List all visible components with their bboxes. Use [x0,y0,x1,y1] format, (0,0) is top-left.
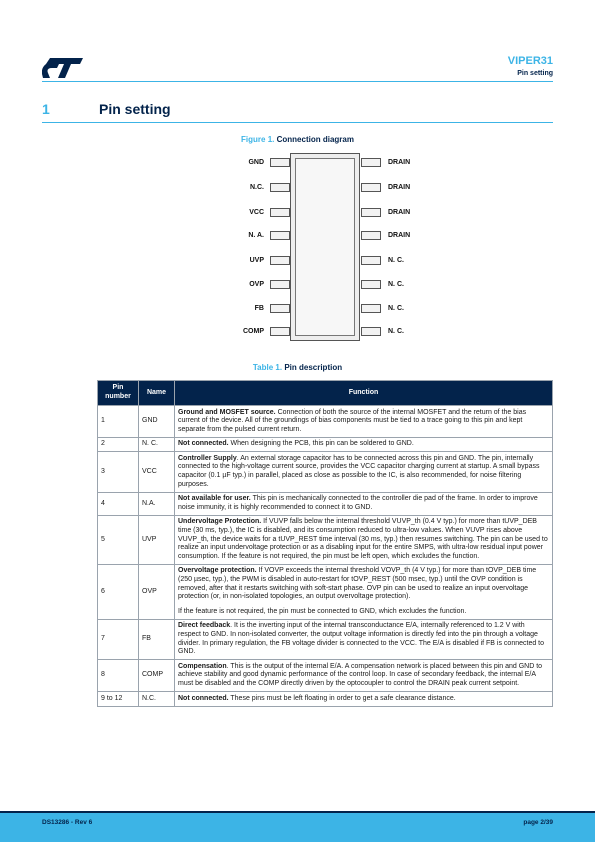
pin-label-right: DRAIN [388,158,411,166]
cell-function [175,515,553,564]
function-lead: Controller Supply [178,454,237,462]
cell-function [175,564,553,619]
pin-label-left: VCC [249,208,264,216]
table-row [98,564,553,619]
table-row [98,452,553,492]
figure-caption [0,135,595,144]
cell-pin-name: FB [139,619,175,659]
cell-pin-number: 7 [98,619,139,659]
table-title: Pin description [284,363,343,372]
pin-label-left: OVP [249,280,264,288]
cell-function [175,437,553,452]
figure-label: Figure 1. [241,135,275,144]
function-paragraph [178,622,549,656]
function-text: When designing the PCB, this pin can be soldered to GND. [228,440,414,448]
cell-pin-number: 1 [98,406,139,438]
function-lead: Not connected. [178,694,229,702]
pin-label-right: DRAIN [388,208,411,216]
pin-description-table [97,380,553,707]
function-text: This pin is mechanically connected to the controller die pad of the frame. In order to improve noise immunity, it is highly recommended to connect it to GND. [178,495,538,511]
document-title: VIPER31 [507,55,553,67]
function-text: These pins must be left floating in order to get a safe clearance distance. [228,694,456,702]
cell-function [175,406,553,438]
pin-1-lead [270,158,290,167]
cell-pin-name: COMP [139,660,175,692]
function-lead: Not connected. [178,440,229,448]
pin-label-left: N.C. [250,183,264,191]
function-lead: Undervoltage Protection. [178,518,262,526]
cell-pin-number: 5 [98,515,139,564]
pin-7-lead [270,304,290,313]
footer-band [0,813,595,842]
table-header-row [98,381,553,406]
pin-label-right: N. C. [388,280,404,288]
function-lead: Not available for user. [178,495,251,503]
pin-9-lead [361,327,381,336]
header-function: Function [175,381,553,406]
pin-label-left: UVP [249,256,264,264]
cell-pin-number: 4 [98,492,139,515]
cell-pin-name: OVP [139,564,175,619]
pin-3-lead [270,208,290,217]
function-text: If the feature is not required, the pin must be connected to GND, which excludes the function. [178,607,467,615]
function-paragraph [178,455,549,489]
cell-pin-number: 8 [98,660,139,692]
st-logo [42,57,84,79]
cell-function [175,492,553,515]
pin-16-lead [361,158,381,167]
cell-function [175,619,553,659]
figure-title: Connection diagram [276,135,354,144]
cell-pin-number: 3 [98,452,139,492]
pin-label-right: N. C. [388,304,404,312]
table-row [98,619,553,659]
table-row [98,492,553,515]
pin-12-lead [361,256,381,265]
cell-pin-name: N.C. [139,692,175,707]
cell-pin-name: N. C. [139,437,175,452]
table-caption [0,363,595,372]
header-pin-number: Pin number [98,381,139,406]
function-paragraph [178,495,549,512]
pin-label-right: DRAIN [388,231,411,239]
section-title: Pin setting [99,101,171,117]
function-text: If VUVP falls below the internal threshold VUVP_th (0.4 V typ.) for more than tUVP_DEB time (30 ms, typ.), the IC is disabled, and its consumption reduced to ultra-low values. When VUVP rises above VUVP_th, the device waits for a tUVP_REST time interval (30 ms, typ.) then resumes switching. The pin can be used to realize an input undervoltage protection or as a disabling input for the entire SMPS, with ultra-low residual input power consumption. If the feature is not required, the pin must be left open, which excludes the function. [178,518,548,560]
pin-label-left: GND [248,158,264,166]
cell-function [175,660,553,692]
cell-pin-name: N.A. [139,492,175,515]
function-lead: Ground and MOSFET source. [178,408,276,416]
ic-package [290,153,360,341]
footer-doc-id: DS13286 - Rev 6 [42,819,93,826]
function-lead: Compensation [178,662,227,670]
function-paragraph [178,663,549,689]
cell-pin-number: 9 to 12 [98,692,139,707]
cell-pin-number: 2 [98,437,139,452]
pin-4-lead [270,231,290,240]
pin-label-right: N. C. [388,327,404,335]
pin-15-lead [361,183,381,192]
function-paragraph [178,608,549,617]
function-lead: Overvoltage protection. [178,567,257,575]
pin-label-left: COMP [243,327,264,335]
function-paragraph [178,440,549,449]
pin-label-left: N. A. [248,231,264,239]
cell-pin-name: GND [139,406,175,438]
connection-diagram [230,150,420,345]
table-row [98,692,553,707]
function-text: . This is the output of the internal E/A. A compensation network is placed between this pin and GND to achieve stability and good dynamic performance of the control loop. In case of secondary feedback, the internal E/A must be disabled and the COMP directly driven by the optocoupler to control the DRAIN peak current setpoint. [178,662,543,687]
table-label: Table 1. [252,363,283,372]
pin-label-left: FB [254,304,264,312]
pin-11-lead [361,280,381,289]
pin-label-right: N. C. [388,256,404,264]
pin-6-lead [270,280,290,289]
table-row [98,660,553,692]
function-paragraph [178,518,549,561]
cell-function [175,452,553,492]
header-name: Name [139,381,175,406]
table-row [98,406,553,438]
cell-pin-number: 6 [98,564,139,619]
pin-2-lead [270,183,290,192]
function-paragraph [178,567,549,601]
function-paragraph [178,695,549,704]
cell-pin-name: VCC [139,452,175,492]
pin-10-lead [361,304,381,313]
footer-page-number: page 2/39 [523,819,553,826]
function-text: Connection of both the source of the internal MOSFET and the return of the bias current of the device. All of the groundings of bias components must be tied to a trace going to this pin and kept separate from the pulsed current return. [178,408,527,433]
cell-function [175,692,553,707]
pin-8-lead [270,327,290,336]
function-paragraph [178,409,549,435]
function-text: . An external storage capacitor has to be connected across this pin and GND. The pin, internally connected to the high-voltage current source, provides the VCC capacitor charging current at startup. A small bypass capacitor (0.1 µF typ.) in parallel, placed as close as possible to the IC, is also recommended, for noise filtering purposes. [178,454,540,488]
header-divider [42,81,553,82]
function-lead: Direct feedback [178,622,231,630]
section-number: 1 [42,101,50,117]
pin-13-lead [361,231,381,240]
pin-label-right: DRAIN [388,183,411,191]
table-row [98,437,553,452]
table-row [98,515,553,564]
header-section-label: Pin setting [517,70,553,77]
ic-package-body [295,158,355,336]
function-text: . It is the inverting input of the internal transconductance E/A, internally referenced to 1.2 V with respect to GND. In non-isolated converter, the output voltage information is directly fed into the pin through a voltage divider. In primary regulation, the FB voltage divider is connected to the VCC. The E/A is disabled if FB is connected to GND. [178,622,545,656]
pin-5-lead [270,256,290,265]
pin-14-lead [361,208,381,217]
section-divider [42,122,553,123]
cell-pin-name: UVP [139,515,175,564]
function-text: If VOVP exceeds the internal threshold VOVP_th (4 V typ.) for more than tOVP_DEB time (250 µsec, typ.), the PWM is disabled in auto-restart for tOVP_REST (500 msec, typ.) until the OVP condition is removed, after that it restarts switching with soft-start phase. OVP pin can be used to realize an input overvoltage protection (or, in non-isolated topologies, an output overvoltage protection). [178,567,537,601]
